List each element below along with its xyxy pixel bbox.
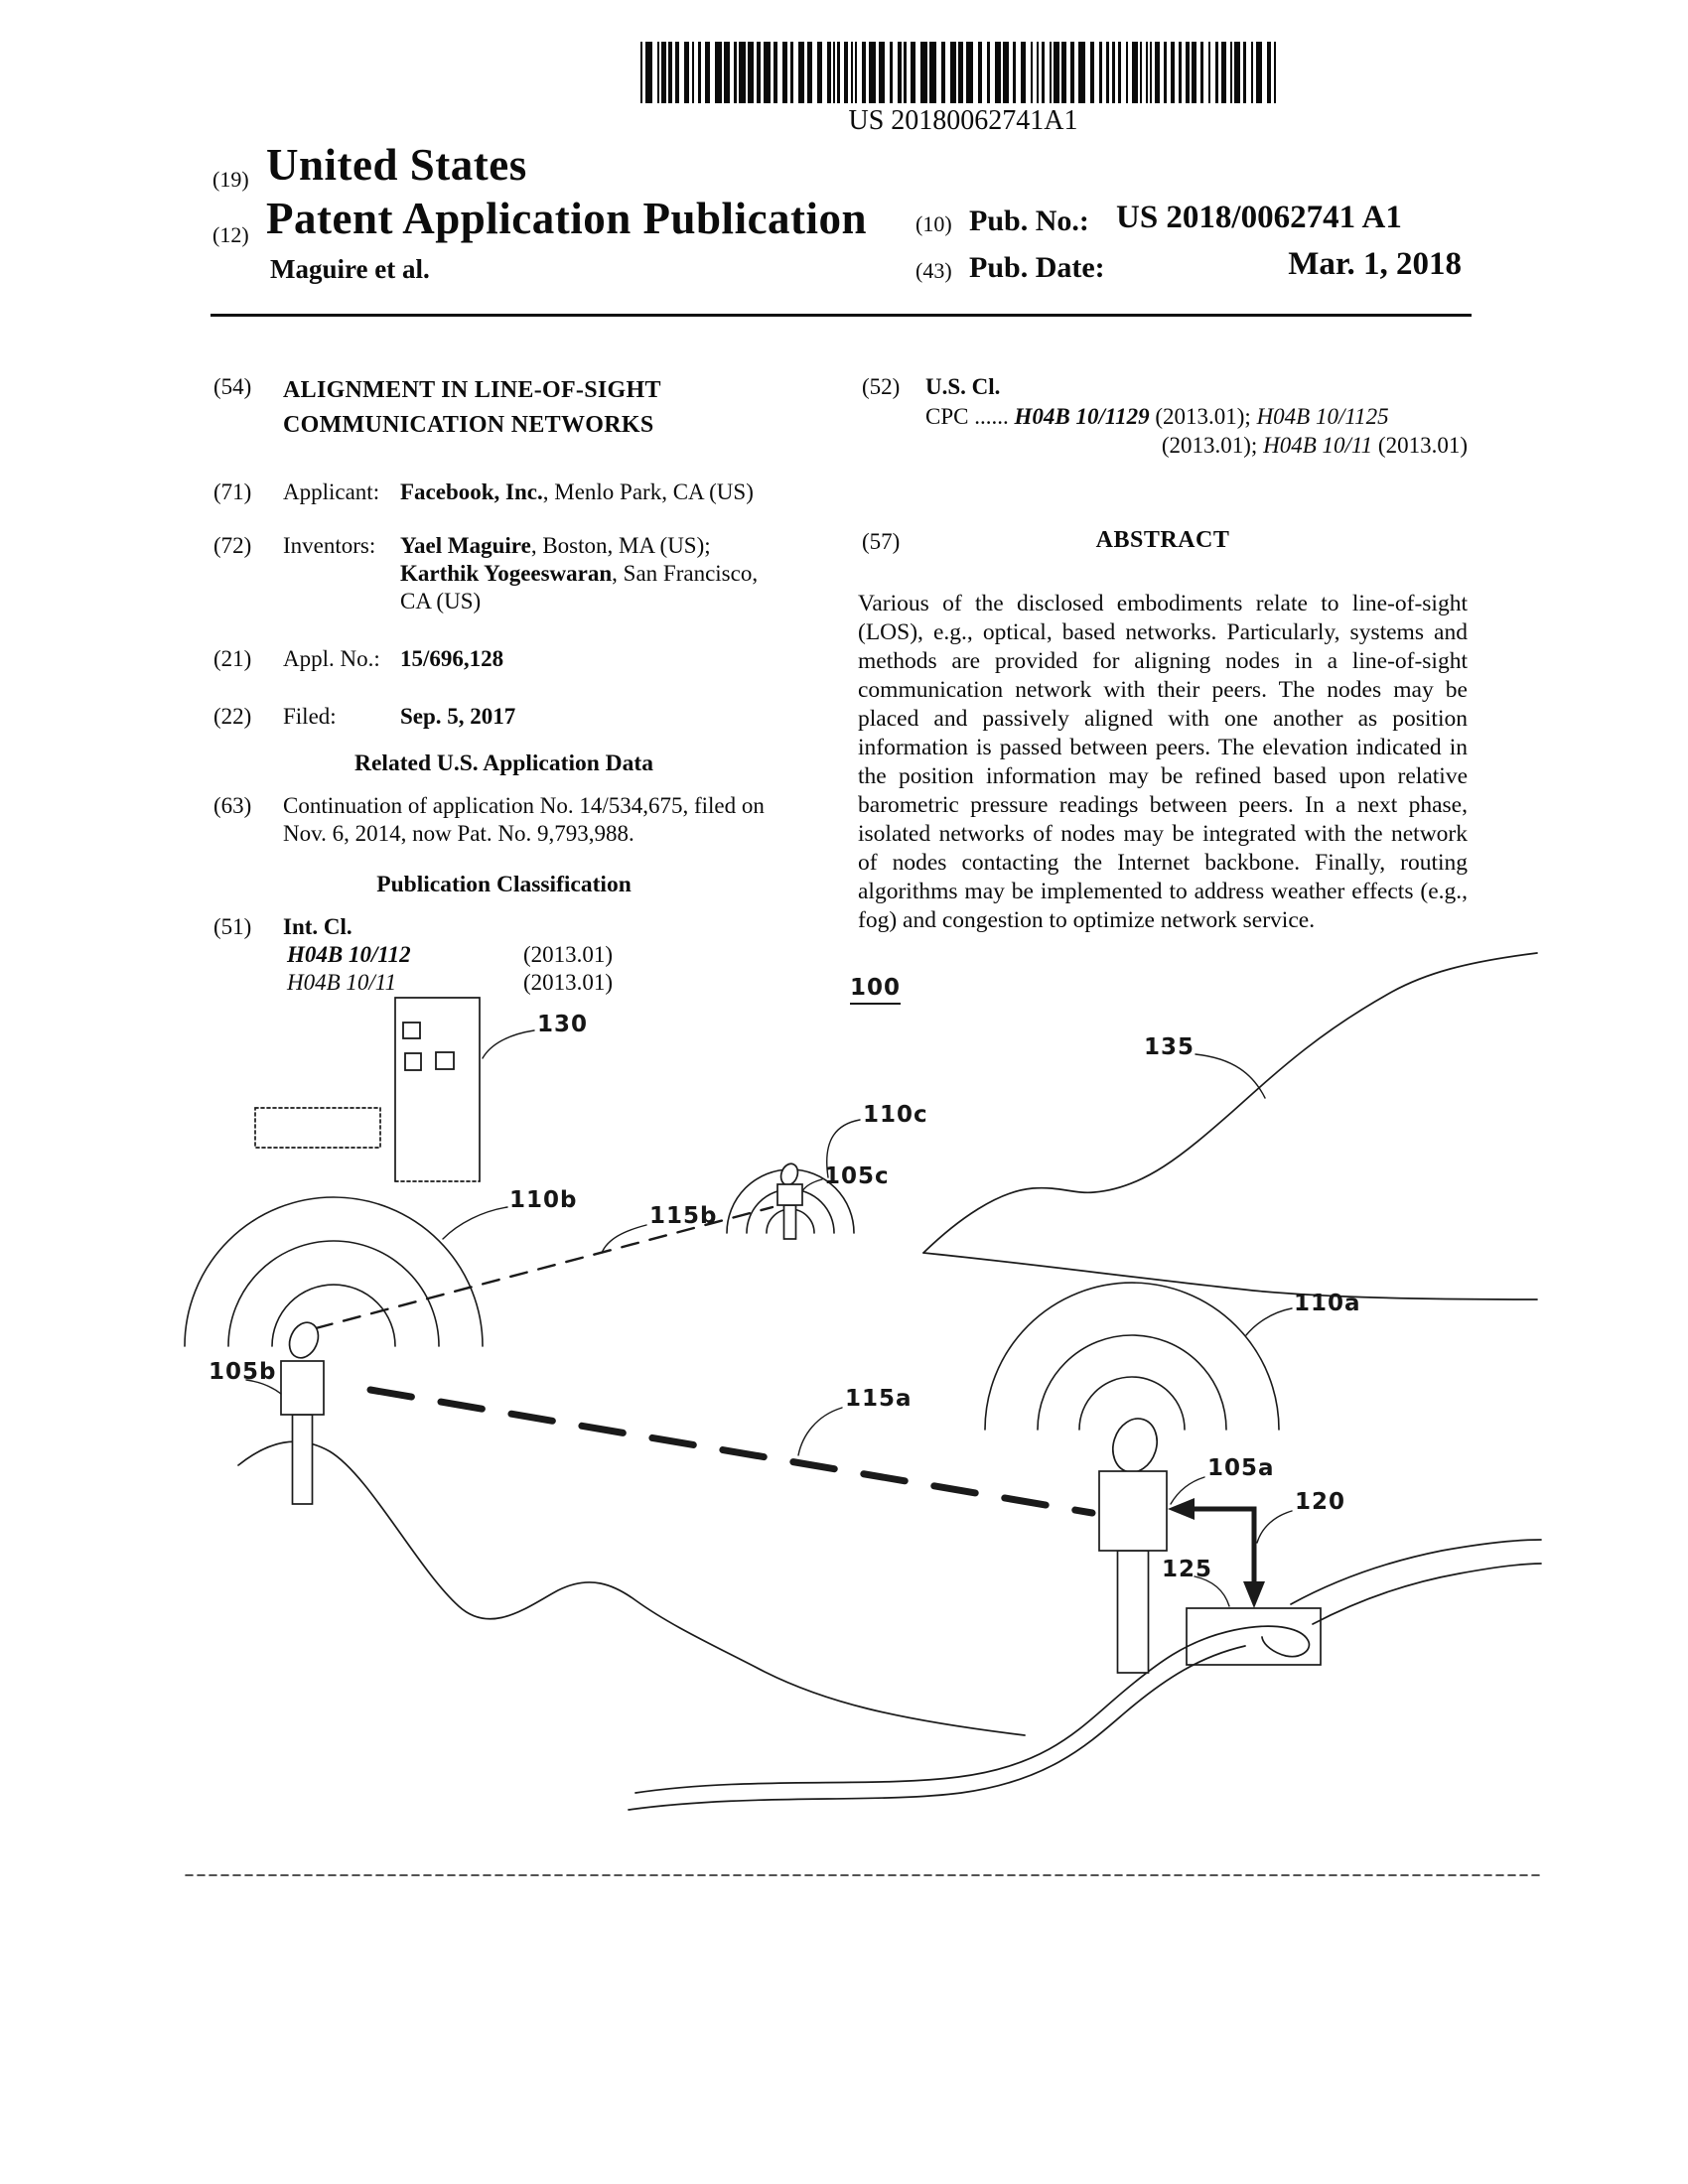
radio-waves-110b: [185, 1197, 483, 1346]
road: [629, 1540, 1541, 1810]
label-115a: 115a: [845, 1386, 913, 1412]
field-71-applicant: (71) Applicant: Facebook, Inc., Menlo Park, CA (US): [213, 479, 754, 504]
pub-no-label: Pub. No.:: [969, 205, 1089, 237]
figure-ref-100: 100: [850, 975, 901, 1005]
building-annex: [255, 1108, 380, 1148]
label-130: 130: [537, 1012, 589, 1037]
building-icon: [255, 998, 480, 1181]
invention-title-line1: ALIGNMENT IN LINE-OF-SIGHT: [283, 377, 661, 403]
label-110c: 110c: [863, 1102, 928, 1128]
label-110a: 110a: [1294, 1291, 1361, 1316]
authors: Maguire et al.: [270, 254, 430, 284]
cpc-line-1: CPC ...... H04B 10/1129 (2013.01); H04B 10/1125: [925, 404, 1389, 429]
terrain-135: [923, 953, 1537, 1299]
us-cl-label: U.S. Cl.: [925, 374, 1001, 399]
publication-number: US 20180062741A1: [848, 105, 1078, 136]
label-115b: 115b: [649, 1203, 718, 1229]
label-125: 125: [1162, 1557, 1213, 1582]
filed-value: Sep. 5, 2017: [400, 704, 516, 729]
pub-date-label: Pub. Date:: [969, 251, 1105, 284]
field-54-title: (54) ALIGNMENT IN LINE-OF-SIGHT COMMUNICATION NETWORKS: [213, 373, 661, 443]
label-105c: 105c: [824, 1163, 890, 1189]
document-type: Patent Application Publication: [266, 194, 868, 243]
kind-code-10: (10): [915, 211, 952, 236]
field-21-appl-no: (21) Appl. No.: 15/696,128: [213, 646, 504, 671]
invention-title-line2: COMMUNICATION NETWORKS: [283, 412, 654, 438]
continuation-line1: Continuation of application No. 14/534,675, filed on: [283, 793, 765, 818]
arrow-120: [1168, 1498, 1265, 1608]
label-135: 135: [1144, 1034, 1196, 1060]
kind-code-43: (43): [915, 258, 952, 283]
inventor-1: Yael Maguire, Boston, MA (US);: [400, 533, 711, 558]
cpc-code-3: H04B 10/11: [1263, 433, 1373, 458]
continuation-line2: Nov. 6, 2014, now Pat. No. 9,793,988.: [283, 821, 634, 846]
int-cl-year-1: (2013.01): [523, 942, 614, 967]
terrain-wave: [238, 1441, 1025, 1735]
field-51-int-cl: (51) Int. Cl.: [213, 914, 352, 939]
link-115a: [370, 1390, 1092, 1513]
abstract-text: Various of the disclosed embodiments relate to line-of-sight (LOS), e.g., optical, based networks. Particularly, systems and methods are provided for aligning nodes in a line-of-sight communication network with their peers. The nodes may be placed and passively aligned with one another as position information is passed between peers. The elevation indicated in the position information may be refined based upon relative barometric pressure readings between peers. In a next phase, isolated networks of nodes may be integrated with the network of nodes contacting the Internet backbone. Finally, routing algorithms may be implemented to address weather effects (e.g., fog) and congestion to optimize network service.: [858, 591, 1468, 933]
kind-code-12: (12): [212, 222, 249, 247]
int-cl-code-2: H04B 10/11: [287, 970, 397, 995]
backbone-box-125: [1187, 1608, 1321, 1665]
inventor-2: Karthik Yogeeswaran, San Francisco,: [400, 561, 759, 586]
field-63-continuation: (63) Continuation of application No. 14/534,675, filed on Nov. 6, 2014, now Pat. No. 9,793,988.: [213, 793, 765, 846]
cpc-code-2: H04B 10/1125: [1256, 404, 1389, 429]
node-105a: [1099, 1413, 1167, 1673]
field-22-filed: (22) Filed: Sep. 5, 2017: [213, 704, 516, 729]
inventor-2-address: CA (US): [400, 589, 482, 614]
publication-classification-heading: Publication Classification: [376, 872, 632, 897]
abstract-heading: ABSTRACT: [1095, 527, 1230, 553]
pub-date-value: Mar. 1, 2018: [1288, 246, 1462, 282]
filed-label: Filed:: [283, 704, 337, 729]
appl-no-label: Appl. No.:: [283, 646, 380, 671]
node-105b: [281, 1318, 324, 1504]
applicant-label: Applicant:: [283, 479, 380, 504]
int-cl-year-2: (2013.01): [523, 970, 614, 995]
cpc-line-2: (2013.01); H04B 10/11 (2013.01): [1161, 433, 1468, 458]
label-105b: 105b: [209, 1359, 277, 1385]
label-110b: 110b: [509, 1187, 578, 1213]
related-data-heading: Related U.S. Application Data: [354, 751, 653, 776]
field-57-num: (57): [862, 529, 901, 554]
kind-code-19: (19): [212, 167, 249, 192]
radio-waves-110a: [985, 1283, 1279, 1430]
field-52-us-cl: (52) U.S. Cl.: [862, 374, 1001, 399]
inventors-label: Inventors:: [283, 533, 376, 558]
int-cl-label: Int. Cl.: [283, 914, 352, 939]
country-label: United States: [266, 140, 527, 190]
label-120: 120: [1295, 1489, 1346, 1515]
pub-no-value: US 2018/0062741 A1: [1116, 200, 1402, 235]
cpc-code-1: H04B 10/1129: [1014, 404, 1150, 429]
applicant-address: , Menlo Park, CA (US): [542, 479, 754, 504]
node-105c: [777, 1161, 802, 1239]
field-72-inventors: (72) Inventors: Yael Maguire, Boston, MA (US); Karthik Yogeeswaran, San Francisco, CA (US): [213, 533, 759, 614]
int-cl-code-1: H04B 10/112: [287, 942, 411, 967]
applicant-name: Facebook, Inc.: [400, 479, 543, 504]
label-105a: 105a: [1207, 1455, 1275, 1481]
appl-no-value: 15/696,128: [400, 646, 504, 671]
